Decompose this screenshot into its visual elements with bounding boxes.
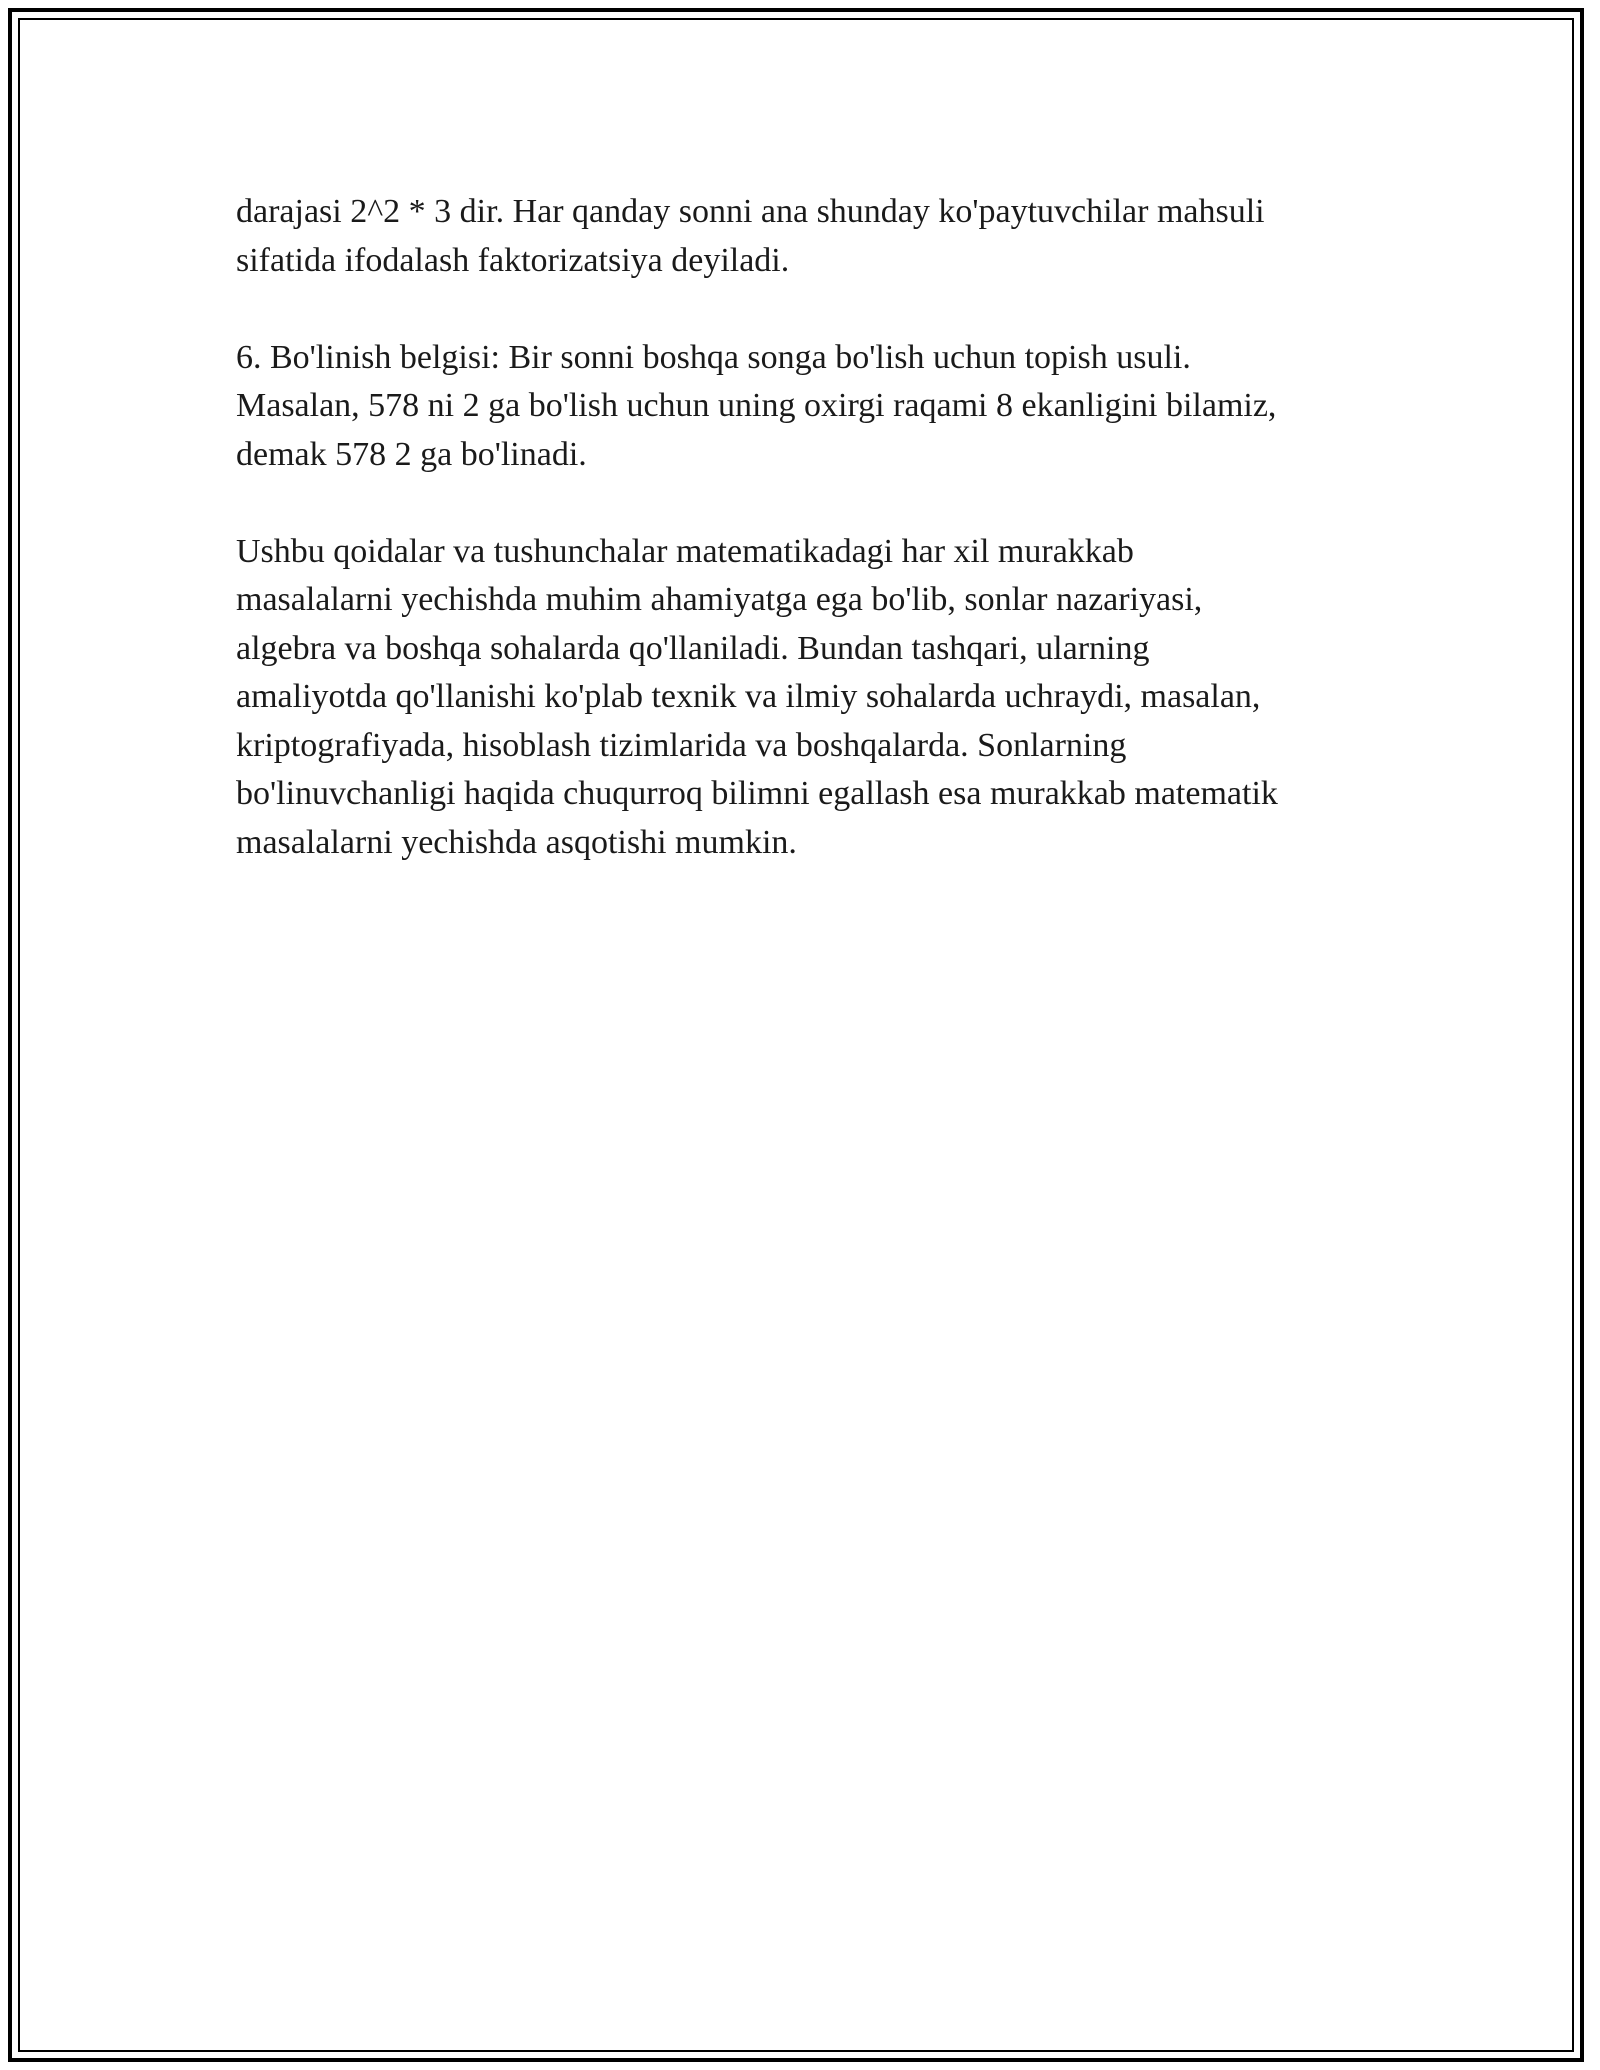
document-body xyxy=(236,188,1386,916)
text-line: Ushbu qoidalar va tushunchalar matematikadagi har xil murakkab xyxy=(236,532,1134,570)
paragraph-divisibility-sign xyxy=(236,334,1386,480)
text-line: amaliyotda qo'llanishi ko'plab texnik va ilmiy sohalarda uchraydi, masalan, xyxy=(236,678,1261,715)
paragraph-conclusion xyxy=(236,528,1386,868)
text-line: Masalan, 578 ni 2 ga bo'lish uchun uning oxirgi raqami 8 ekanligini bilamiz, xyxy=(236,387,1277,424)
text-line: darajasi 2^2 * 3 dir. Har qanday sonni ana shunday ko'paytuvchilar mahsuli xyxy=(236,193,1265,230)
text-line: bo'linuvchanligi haqida chuqurroq bilimni egallash esa murakkab matematik xyxy=(236,775,1278,812)
text-line: 6. Bo'linish belgisi: Bir sonni boshqa songa bo'lish uchun topish usuli. xyxy=(236,338,1191,376)
text-line: kriptografiyada, hisoblash tizimlarida va boshqalarda. Sonlarning xyxy=(236,726,1127,764)
text-line: masalalarni yechishda muhim ahamiyatga ega bo'lib, sonlar nazariyasi, xyxy=(236,581,1203,618)
text-line: algebra va boshqa sohalarda qo'llaniladi. Bundan tashqari, ularning xyxy=(236,629,1150,667)
text-line: sifatida ifodalash faktorizatsiya deyiladi. xyxy=(236,241,790,279)
paragraph-factorization xyxy=(236,188,1386,285)
text-line: demak 578 2 ga bo'linadi. xyxy=(236,435,587,473)
text-line: masalalarni yechishda asqotishi mumkin. xyxy=(236,823,797,861)
